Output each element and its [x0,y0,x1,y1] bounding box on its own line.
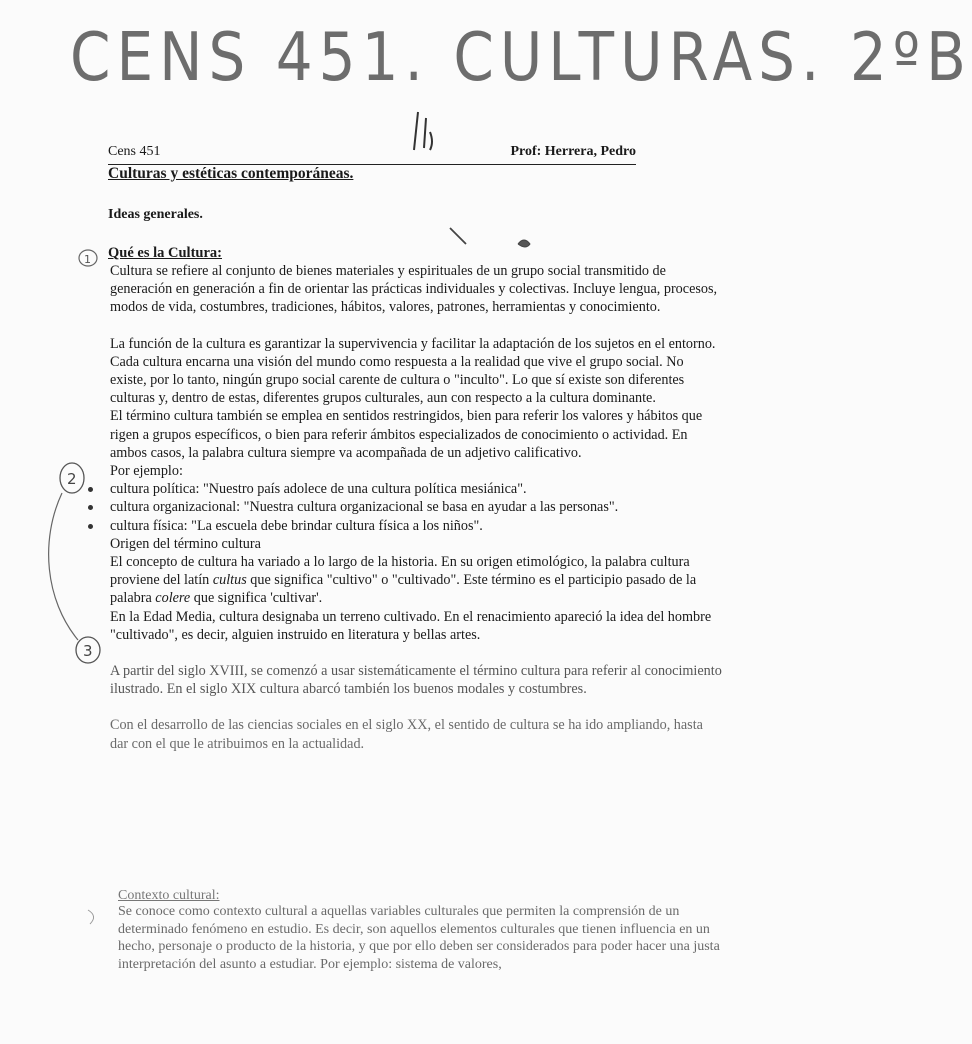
paragraph: Cada cultura encarna una visión del mundo como respuesta a la realidad que vive el grupo social. No existe, por lo tanto, ningún grupo social carente de cultura o "inculto". Lo que sí existe son diferentes culturas y, dentro de estas, diferentes grupos culturales, aun con respecto a la cultura dominante. [110,353,685,407]
paragraph: A partir del siglo XVIII, se comenzó a usar sistemáticamente el término cultura para referir al conocimiento ilustrado. En el siglo XIX cultura abarcó también los buenos modales y costumbres. [110,663,722,698]
origin-heading: Origen del término cultura [110,535,261,552]
paragraph: Con el desarrollo de las ciencias sociales en el siglo XX, el sentido de cultura se ha ido ampliando, hasta dar con el que le atribuimos en la actualidad. [110,717,703,752]
examples-list [110,480,722,535]
svg-text:2: 2 [67,470,77,488]
pen-mark [450,228,466,244]
pen-mark [518,240,530,247]
subtitle: Ideas generales. [108,207,203,222]
annotation-circle-1 [79,250,97,266]
paragraph: En la Edad Media, cultura designaba un terreno cultivado. En el renacimiento apareció la idea del hombre "cultivado", es decir, alguien instruido en literatura y bellas artes. [110,608,712,643]
svg-text:3: 3 [83,642,93,660]
annotation-circle-3 [76,637,100,663]
section-body [110,262,722,753]
annotation-circle-2 [60,463,84,493]
paragraph: El término cultura también se emplea en sentidos restringidos, bien para referir los valores y hábitos que rigen a grupos específicos, o bien para referir ámbitos especializados de conocimiento o actividad. En ambos casos, la palabra cultura siempre va acompañada de un adjetivo calificativo. [110,408,703,461]
school-name: Cens 451 [108,144,161,159]
section-heading-context: Contexto cultural: [118,888,220,903]
document-title: Culturas y estéticas contemporáneas. [108,165,354,182]
paragraph: El concepto de cultura ha variado a lo largo de la historia. En su origen etimológico, la palabra cultura proviene del latín cultus que significa "cultivo" o "cultivado". Este término es el participio pasado de la palabra colere que significa 'cultivar'. [110,554,697,607]
handwritten-title-text: CENS 451. CULTURAS. 2ºB [70,18,972,97]
section-heading-culture: Qué es la Cultura: [108,245,222,261]
list-item: cultura física: "La escuela debe brindar cultura física a los niños". [110,517,722,535]
paragraph: Por ejemplo: [110,463,183,480]
paragraph: Cultura se refiere al conjunto de bienes materiales y espirituales de un grupo social transmitido de generación en generación a fin de orientar las prácticas individuales y colectivas. Incluye lengua, procesos, modos de vida, costumbres, tradiciones, hábitos, valores, patrones, herramientas y conocimiento. [110,263,718,316]
handwritten-title [70,18,972,108]
paragraph: La función de la cultura es garantizar la supervivencia y facilitar la adaptación de los sujetos en el entorno. [110,335,716,352]
pen-mark [88,910,94,924]
list-item: cultura organizacional: "Nuestra cultura organizacional se basa en ayudar a las personas". [110,498,722,516]
teacher-name: Prof: Herrera, Pedro [510,144,636,159]
context-paragraph: Se conoce como contexto cultural a aquellas variables culturales que permiten la comprensión de un determinado fenómeno en estudio. Es decir, son aquellos elementos culturales que tienen influencia en un hecho, personaje o producto de la historia, y que por ello deben ser considerados para poder hacer una justa interpretación del asunto a estudiar. Por ejemplo: sistema de valores, [118,904,720,972]
list-item: cultura política: "Nuestro país adolece de una cultura política mesiánica". [110,480,722,498]
svg-text:1: 1 [84,253,91,266]
document-header [108,144,636,165]
bracket-line [49,493,78,640]
